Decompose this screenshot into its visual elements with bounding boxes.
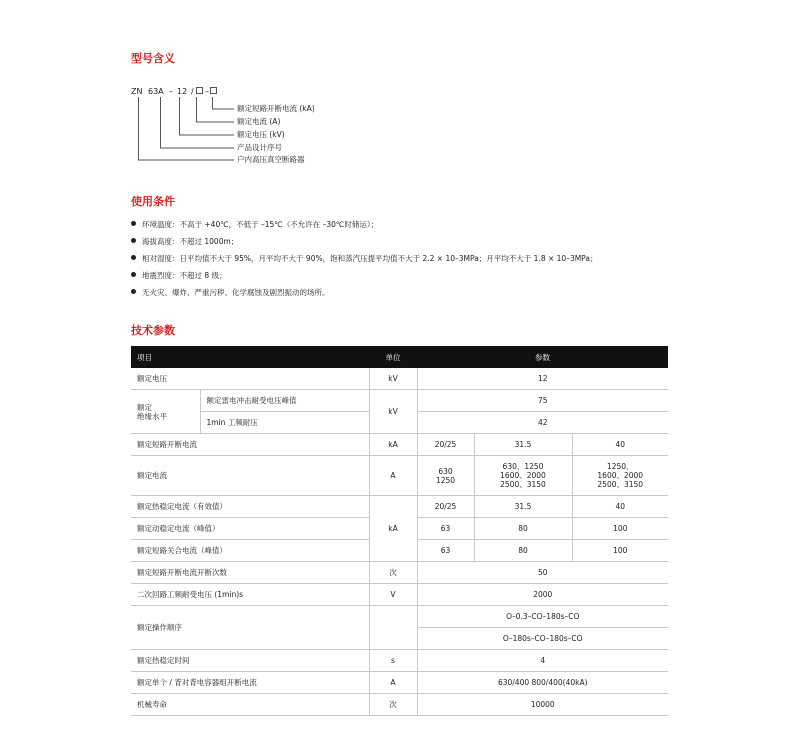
legend-breaker-type: 户内高压真空断路器 [237, 155, 305, 164]
row-value-2: 80 [474, 540, 572, 562]
legend-breaking-current: 额定短路开断电流 (kA) [237, 104, 315, 113]
row-unit: A [369, 456, 417, 496]
legend-rated-voltage: 额定电压 (kV) [237, 130, 285, 139]
row-unit: kV [369, 390, 417, 434]
legend-rated-current: 额定电流 (A) [237, 117, 281, 126]
model-code-series: 63A [148, 87, 164, 96]
table-row [131, 434, 668, 456]
connector-line-rated-voltage [180, 97, 235, 135]
model-code-dash: – [169, 87, 173, 96]
row-value: 50 [417, 562, 668, 584]
row-value: 42 [417, 412, 668, 434]
row-unit: 次 [369, 562, 417, 584]
row-value-3: 100 [572, 540, 668, 562]
row-value: 2000 [417, 584, 668, 606]
table-row [131, 672, 668, 694]
connector-line-breaking-current [213, 97, 235, 109]
row-value-3: 100 [572, 518, 668, 540]
row-value-2: 630、1250 1600、2000 2500、3150 [474, 456, 572, 496]
conditions-section-title: 使用条件 [131, 195, 175, 208]
condition-text: 海拔高度：不超过 1000m； [142, 237, 239, 246]
row-value-1: 630 1250 [417, 456, 474, 496]
row-unit: kA [369, 496, 417, 562]
row-value-1: O–0.3–CO–180s–CO [417, 606, 668, 628]
condition-text: 地震烈度：不超过 8 级； [142, 271, 227, 280]
row-label: 机械寿命 [131, 694, 369, 716]
row-value-1: 63 [417, 540, 474, 562]
model-code-prefix: ZN [131, 87, 143, 96]
row-value-2: O–180s–CO–180s–CO [417, 628, 668, 650]
condition-text: 环境温度：不高于 +40℃，不低于 –15℃（不允许在 –30℃时储运）； [142, 220, 379, 229]
bullet-icon [131, 238, 136, 243]
row-label: 额定短路开断电流 [131, 434, 369, 456]
row-label: 额定雷电冲击耐受电压峰值 [200, 390, 369, 412]
row-label: 额定操作顺序 [131, 606, 369, 650]
row-label: 额定短路关合电流（峰值） [131, 540, 369, 562]
spec-table [131, 346, 668, 716]
bullet-icon [131, 221, 136, 226]
conditions-list [131, 220, 597, 305]
row-value-2: 31.5 [474, 434, 572, 456]
bullet-icon [131, 272, 136, 277]
legend-design-no: 产品设计序号 [237, 143, 282, 152]
row-value: 4 [417, 650, 668, 672]
row-value-2: 80 [474, 518, 572, 540]
table-row [131, 368, 668, 390]
header-unit: 单位 [369, 346, 417, 368]
connector-line-type [139, 97, 235, 160]
row-unit: V [369, 584, 417, 606]
table-row [131, 562, 668, 584]
list-item [131, 254, 597, 271]
row-value: 12 [417, 368, 668, 390]
row-unit: kA [369, 434, 417, 456]
row-value-2: 31.5 [474, 496, 572, 518]
row-label: 额定动稳定电流（峰值） [131, 518, 369, 540]
row-value-3: 40 [572, 496, 668, 518]
list-item [131, 288, 597, 305]
model-section-title: 型号含义 [131, 52, 175, 65]
row-value-1: 63 [417, 518, 474, 540]
list-item [131, 237, 597, 254]
connector-line-rated-current [197, 97, 235, 122]
bullet-icon [131, 289, 136, 294]
connector-line-design-no [161, 97, 235, 148]
row-unit [369, 606, 417, 650]
header-param: 参数 [417, 346, 668, 368]
row-label: 额定热稳定时间 [131, 650, 369, 672]
row-value-3: 1250、 1600、2000 2500、3150 [572, 456, 668, 496]
model-code-box-icon [196, 87, 203, 94]
table-header-row [131, 346, 668, 368]
row-unit: 次 [369, 694, 417, 716]
row-value-1: 20/25 [417, 434, 474, 456]
row-value: 75 [417, 390, 668, 412]
table-row [131, 694, 668, 716]
model-code-dash-2: – [205, 87, 209, 96]
list-item [131, 271, 597, 288]
row-value: 630/400 800/400(40kA) [417, 672, 668, 694]
row-label: 额定热稳定电流（有效值） [131, 496, 369, 518]
tech-section-title: 技术参数 [131, 324, 175, 337]
table-row [131, 456, 668, 496]
row-value-1: 20/25 [417, 496, 474, 518]
row-unit: s [369, 650, 417, 672]
table-row [131, 496, 668, 518]
model-code-box-icon [210, 87, 217, 94]
row-value: 10000 [417, 694, 668, 716]
model-code-slash: / [191, 87, 194, 96]
row-label: 额定单个 / 背对背电容器组开断电流 [131, 672, 369, 694]
table-row [131, 606, 668, 628]
header-item: 项目 [131, 346, 369, 368]
row-label: 二次回路工频耐受电压 (1min)s [131, 584, 369, 606]
row-unit: A [369, 672, 417, 694]
row-label: 1min 工频耐压 [200, 412, 369, 434]
bullet-icon [131, 255, 136, 260]
row-value-3: 40 [572, 434, 668, 456]
row-group-label: 额定 绝缘水平 [131, 390, 200, 434]
row-label: 额定电压 [131, 368, 369, 390]
condition-text: 无火灾、爆炸、严重污秽、化学腐蚀及剧烈振动的场所。 [142, 288, 330, 297]
row-label: 额定电流 [131, 456, 369, 496]
condition-text: 相对湿度：日平均值不大于 95%，月平均不大于 90%，饱和蒸汽压提平均值不大于 2.2 × 10–3MPa；月平均不大于 1.8 × 10–3MPa； [142, 254, 598, 263]
list-item [131, 220, 597, 237]
model-code-voltage: 12 [177, 87, 188, 96]
table-row [131, 584, 668, 606]
row-unit: kV [369, 368, 417, 390]
table-row [131, 390, 668, 412]
table-row [131, 650, 668, 672]
row-label: 额定短路开断电流开断次数 [131, 562, 369, 584]
